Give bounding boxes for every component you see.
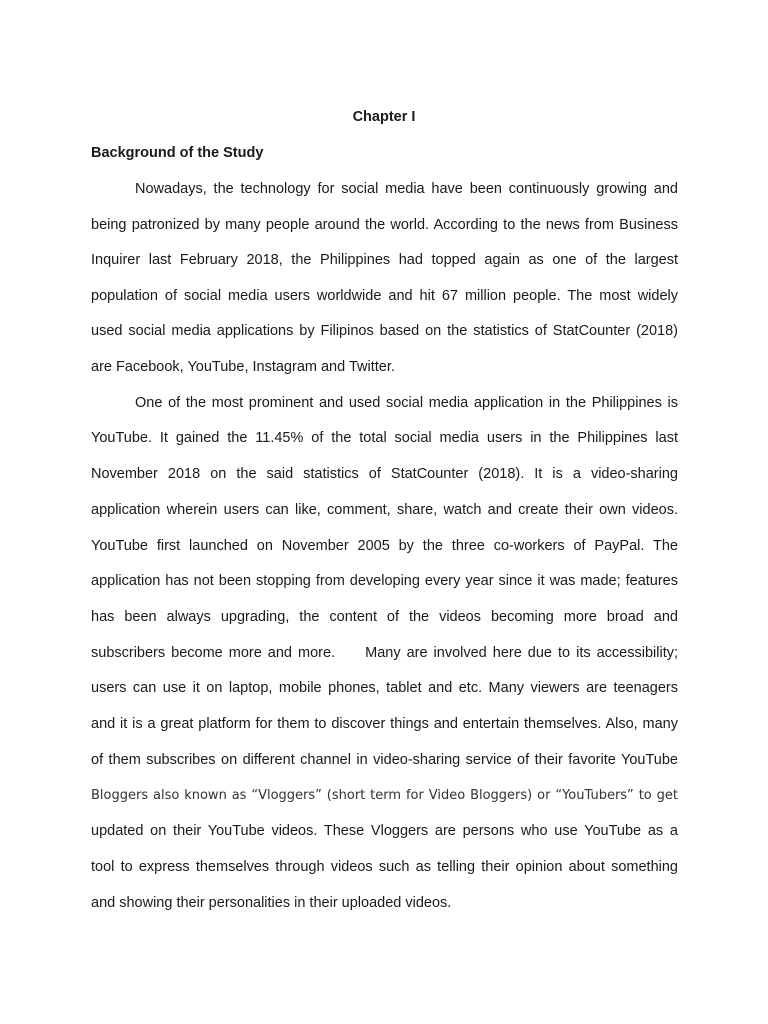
paragraph-2-line-14: tool to express themselves through videos such as telling their opinion about something [91, 859, 678, 875]
paragraph-1-line-4: population of social media users worldwide and hit 67 million people. The most widely [91, 288, 678, 304]
paragraph-2-line-1: One of the most prominent and used social media application in the Philippines is [135, 395, 678, 411]
paragraph-2-line-9: users can use it on laptop, mobile phones, tablet and etc. Many viewers are teenagers [91, 680, 678, 696]
paragraph-2-line-2: YouTube. It gained the 11.45% of the total social media users in the Philippines last [91, 430, 678, 446]
paragraph-2-line-10: and it is a great platform for them to discover things and entertain themselves. Also, many [91, 716, 678, 732]
paragraph-2-line-5: YouTube first launched on November 2005 by the three co-workers of PayPal. The [91, 538, 678, 554]
paragraph-2-line-8: subscribers become more and more. Many are involved here due to its accessibility; [91, 645, 678, 661]
paragraph-1-line-2: being patronized by many people around the world. According to the news from Business [91, 217, 678, 233]
paragraph-2-line-3: November 2018 on the said statistics of StatCounter (2018). It is a video-sharing [91, 466, 678, 482]
paragraph-2-line-4: application wherein users can like, comment, share, watch and create their own videos. [91, 502, 678, 518]
paragraph-1-line-6: are Facebook, YouTube, Instagram and Twitter. [91, 359, 395, 375]
paragraph-1-line-3: Inquirer last February 2018, the Philippines had topped again as one of the largest [91, 252, 678, 268]
paragraph-2-line-13: updated on their YouTube videos. These Vloggers are persons who use YouTube as a [91, 823, 678, 839]
paragraph-1-line-5: used social media applications by Filipinos based on the statistics of StatCounter (2018) [91, 323, 678, 339]
paragraph-2-line-12: Bloggers also known as “Vloggers” (short term for Video Bloggers) or “YouTubers” to get [91, 788, 678, 803]
chapter-title: Chapter I [352, 109, 416, 125]
section-heading: Background of the Study [91, 145, 264, 161]
paragraph-2-line-11: of them subscribes on different channel in video-sharing service of their favorite YouTube [91, 752, 678, 768]
paragraph-2-line-6: application has not been stopping from developing every year since it was made; features [91, 573, 678, 589]
paragraph-2-line-15: and showing their personalities in their uploaded videos. [91, 895, 452, 911]
paragraph-1-line-1: Nowadays, the technology for social media have been continuously growing and [135, 181, 678, 197]
paragraph-2-line-7: has been always upgrading, the content of the videos becoming more broad and [91, 609, 678, 625]
